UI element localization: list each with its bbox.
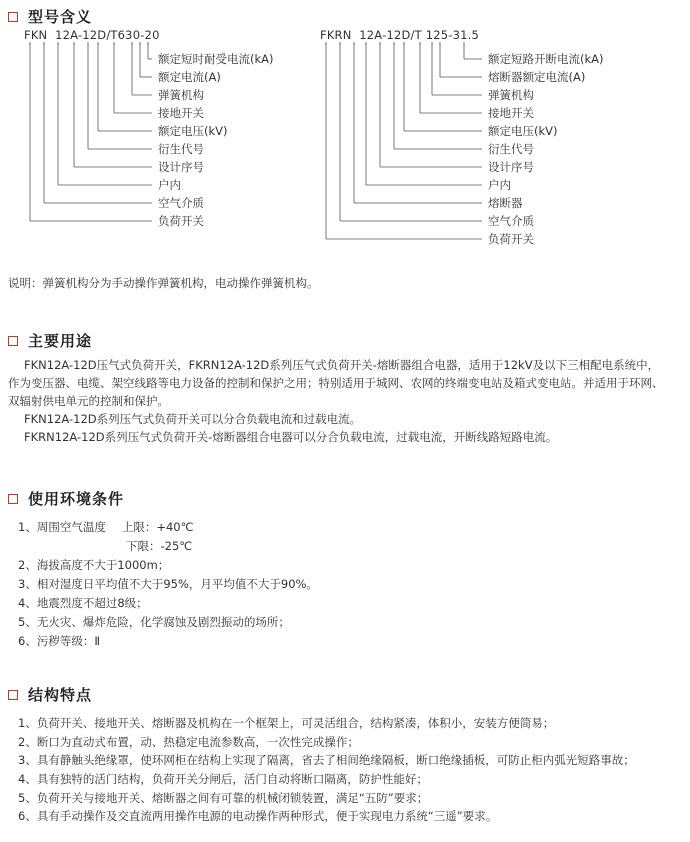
left-label: 额定电流(A)	[158, 70, 221, 84]
left-label: 弹簧机构	[158, 88, 204, 102]
env-list	[18, 518, 318, 651]
usage-line: 双辐射供电单元的控制和保护。	[8, 394, 169, 408]
section-header-usage	[8, 330, 92, 351]
section-header-model	[8, 6, 92, 27]
left-label: 衍生代号	[158, 142, 204, 156]
right-label: 额定电压(kV)	[488, 124, 558, 138]
list-item: 5、无火灾、爆炸危险，化学腐蚀及剧烈振动的场所；	[18, 615, 290, 629]
struct-list	[18, 714, 635, 826]
right-label: 负荷开关	[488, 232, 534, 246]
right-label: 设计序号	[488, 160, 534, 174]
list-item: 1、负荷开关、接地开关、熔断器及机构在一个框架上，可灵活组合，结构紧凑，体积小，安装方便简易；	[18, 716, 555, 730]
env-temp-lower: 下限：-25℃	[126, 539, 193, 553]
left-label: 户内	[158, 178, 181, 192]
list-item: 3、具有静触头绝缘罩，使环网柜在结构上实现了隔离，省去了相间绝缘隔板，断口绝缘插板，可防止柜内弧光短路事故；	[18, 753, 635, 768]
model-code-right: FKRN 12A-12D/T 125-31.5	[320, 28, 480, 42]
section-title: 结构特点	[28, 686, 93, 704]
list-item: 5、负荷开关与接地开关、熔断器之间有可靠的机械闭锁装置，满足“五防”要求；	[18, 790, 429, 805]
list-item: 6、具有手动操作及交直流两用操作电源的电动操作两种形式，便于实现电力系统“三遥”要求。	[18, 809, 498, 824]
left-label: 空气介质	[158, 196, 204, 210]
right-label: 弹簧机构	[488, 88, 534, 102]
usage-line: 作为变压器、电缆、架空线路等电力设备的控制和保护之用；特别适用于城网、农网的终端变电站及箱式变电站。并适用于环网、	[8, 376, 664, 390]
model-code-left: FKN 12A-12D/T630-20	[24, 28, 160, 42]
square-bullet-icon	[8, 336, 18, 346]
diagram-note: 说明：弹簧机构分为手动操作弹簧机构，电动操作弹簧机构。	[8, 276, 319, 290]
usage-line: FKN12A-12D压气式负荷开关，FKRN12A-12D系列压气式负荷开关-熔断器组合电器，适用于12kV及以下三相配电系统中，	[24, 358, 660, 372]
list-item: 4、具有独特的活门结构，负荷开关分闸后，活门自动将断口隔离，防护性能好；	[18, 772, 428, 787]
left-label: 额定电压(kV)	[158, 124, 228, 138]
list-item: 6、污秽等级：Ⅱ	[18, 634, 100, 648]
list-item: 3、相对湿度日平均值不大于95%，月平均值不大于90%。	[18, 577, 318, 591]
square-bullet-icon	[8, 12, 18, 22]
right-bracket-lines	[326, 42, 482, 239]
section-header-env	[8, 488, 124, 509]
left-label: 额定短时耐受电流(kA)	[158, 52, 274, 66]
left-label: 负荷开关	[158, 214, 204, 228]
square-bullet-icon	[8, 494, 18, 504]
section-title: 主要用途	[28, 332, 93, 350]
env-temp-upper: 上限：+40℃	[121, 520, 194, 534]
right-label: 接地开关	[488, 106, 534, 120]
right-label: 户内	[488, 178, 511, 192]
right-label: 空气介质	[488, 214, 534, 228]
section-header-struct	[8, 684, 92, 705]
left-label: 设计序号	[158, 160, 204, 174]
usage-line: FKN12A-12D系列压气式负荷开关可以分合负载电流和过载电流。	[24, 412, 362, 426]
section-title: 型号含义	[28, 8, 93, 26]
env-temp-lower-row	[18, 537, 318, 556]
right-label: 熔断器额定电流(A)	[488, 70, 586, 84]
left-label: 接地开关	[158, 106, 204, 120]
right-label: 额定短路开断电流(kA)	[488, 52, 604, 66]
left-bracket-lines	[30, 42, 152, 221]
list-item: 2、海拔高度不大于1000m；	[18, 558, 170, 572]
square-bullet-icon	[8, 690, 18, 700]
env-temp-row	[18, 518, 318, 537]
usage-line: FKRN12A-12D系列压气式负荷开关-熔断器组合电器可以分合负载电流，过载电流，开断线路短路电流。	[24, 430, 558, 444]
section-title: 使用环境条件	[28, 490, 125, 508]
model-diagram	[0, 28, 690, 268]
list-item: 4、地震烈度不超过8级；	[18, 596, 148, 610]
list-item: 2、断口为直动式布置，动、热稳定电流参数高，一次性完成操作；	[18, 734, 359, 749]
env-temp-label: 1、周围空气温度	[18, 520, 106, 534]
right-label: 衍生代号	[488, 142, 534, 156]
right-label: 熔断器	[488, 196, 523, 210]
